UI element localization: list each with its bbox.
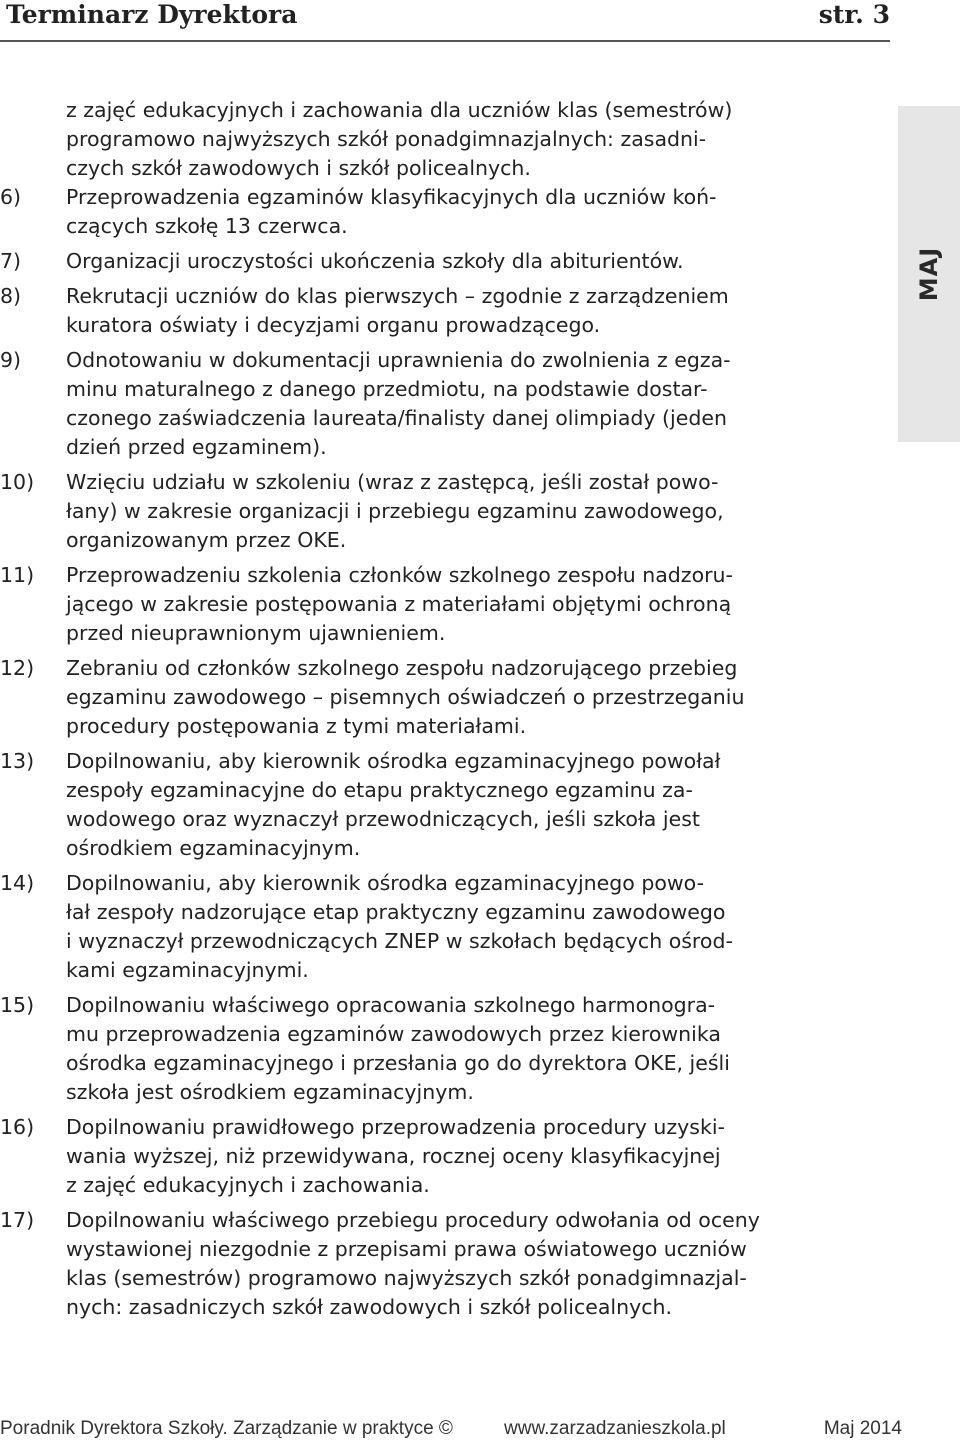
list-item-number: 16) <box>0 1115 35 1139</box>
list-item-number: 15) <box>0 993 35 1017</box>
page-number: str. 3 <box>818 0 890 29</box>
list-item-line: jącego w zakresie postępowania z materiałami objętymi ochroną <box>66 592 732 616</box>
list-item <box>0 282 890 340</box>
list-item <box>0 561 890 648</box>
list-item-line: zespoły egzaminacyjne do etapu praktycznego egzaminu za- <box>66 778 693 802</box>
list-item <box>0 747 890 863</box>
month-tab <box>898 106 960 442</box>
list-item-number: 6) <box>0 185 22 209</box>
list-item-text <box>66 991 890 1107</box>
list-item-line: Wzięciu udziału w szkoleniu (wraz z zastępcą, jeśli został powo- <box>66 470 719 494</box>
list-item-line: wodowego oraz wyznaczył przewodniczących, jeśli szkoła jest <box>66 807 700 831</box>
list-item-line: Organizacji uroczystości ukończenia szkoły dla abiturientów. <box>66 249 684 273</box>
list-item-line: mu przeprowadzenia egzaminów zawodowych przez kierownika <box>66 1022 721 1046</box>
list-item-number: 14) <box>0 871 35 895</box>
list-item-number: 7) <box>0 249 22 273</box>
list-item-line: Dopilnowaniu prawidłowego przeprowadzenia procedury uzyski- <box>66 1115 725 1139</box>
list-item <box>0 1113 890 1200</box>
list-item-number: 13) <box>0 749 35 773</box>
month-tab-label: MAJ <box>915 246 943 302</box>
list-item-line: minu maturalnego z danego przedmiotu, na podstawie dostar- <box>66 377 708 401</box>
list-item-line: czonego zaświadczenia laureata/finalisty danej olimpiady (jeden <box>66 406 727 430</box>
list-item-line: przed nieuprawnionym ujawnieniem. <box>66 621 446 645</box>
intro-line: czych szkół zawodowych i szkół policealnych. <box>66 156 531 180</box>
list-item-line: Rekrutacji uczniów do klas pierwszych – zgodnie z zarządzeniem <box>66 284 729 308</box>
list-item-line: ośrodkiem egzaminacyjnym. <box>66 836 361 860</box>
list-item-text <box>66 247 890 276</box>
list-item-line: wania wyższej, niż przewidywana, rocznej oceny klasyfikacyjnej <box>66 1144 721 1168</box>
list-item-line: egzaminu zawodowego – pisemnych oświadczeń o przestrzeganiu <box>66 685 745 709</box>
list-item-text <box>66 869 890 985</box>
list-item-line: czących szkołę 13 czerwca. <box>66 214 348 238</box>
intro-line: programowo najwyższych szkół ponadgimnazjalnych: zasadni- <box>66 127 707 151</box>
list-item-text <box>66 561 890 648</box>
list-item <box>0 1206 890 1322</box>
list-item <box>0 183 890 241</box>
list-item-number: 11) <box>0 563 35 587</box>
list-item-line: Dopilnowaniu, aby kierownik ośrodka egzaminacyjnego powołał <box>66 749 721 773</box>
list-item-line: klas (semestrów) programowo najwyższych szkół ponadgimnazjal- <box>66 1266 747 1290</box>
list-item <box>0 654 890 741</box>
list-item <box>0 346 890 462</box>
list-item-text <box>66 654 890 741</box>
list-item-line: Dopilnowaniu właściwego opracowania szkolnego harmonogra- <box>66 993 716 1017</box>
list-item-line: Zebraniu od członków szkolnego zespołu nadzorującego przebieg <box>66 656 738 680</box>
list-item-number: 8) <box>0 284 22 308</box>
list-item-line: szkoła jest ośrodkiem egzaminacyjnym. <box>66 1080 474 1104</box>
page-header <box>0 0 890 42</box>
list-item-line: Dopilnowaniu, aby kierownik ośrodka egzaminacyjnego powo- <box>66 871 705 895</box>
list-item-line: Przeprowadzeniu szkolenia członków szkolnego zespołu nadzoru- <box>66 563 733 587</box>
list-item-line: dzień przed egzaminem). <box>66 435 327 459</box>
list-item-line: Przeprowadzenia egzaminów klasyfikacyjnych dla uczniów koń- <box>66 185 717 209</box>
list-item-number: 17) <box>0 1208 35 1232</box>
list-item-line: organizowanym przez OKE. <box>66 528 347 552</box>
list-item-text <box>66 1113 890 1200</box>
list-item <box>0 247 890 276</box>
list-item-line: kuratora oświaty i decyzjami organu prowadzącego. <box>66 313 601 337</box>
list-item-line: łany) w zakresie organizacji i przebiegu egzaminu zawodowego, <box>66 499 724 523</box>
list-item-text <box>66 346 890 462</box>
page-content <box>0 96 890 1328</box>
list-item <box>0 869 890 985</box>
header-divider <box>0 40 890 42</box>
numbered-list <box>0 183 890 1322</box>
list-item-text <box>66 468 890 555</box>
footer-url: www.zarzadzanieszkola.pl <box>504 1418 726 1439</box>
list-item-line: Odnotowaniu w dokumentacji uprawnienia do zwolnienia z egza- <box>66 348 731 372</box>
list-item-line: kami egzaminacyjnymi. <box>66 958 309 982</box>
list-item <box>0 468 890 555</box>
list-item-text <box>66 282 890 340</box>
list-item-number: 9) <box>0 348 22 372</box>
list-item-line: procedury postępowania z tymi materiałami. <box>66 714 527 738</box>
list-item-line: i wyznaczył przewodniczących ZNEP w szkołach będących ośrod- <box>66 929 733 953</box>
page-footer <box>0 1418 960 1446</box>
list-item-line: nych: zasadniczych szkół zawodowych i szkół policealnych. <box>66 1295 673 1319</box>
list-item-number: 10) <box>0 470 35 494</box>
list-item-text <box>66 747 890 863</box>
list-item-line: łał zespoły nadzorujące etap praktyczny egzaminu zawodowego <box>66 900 726 924</box>
list-item-line: ośrodka egzaminacyjnego i przesłania go do dyrektora OKE, jeśli <box>66 1051 730 1075</box>
running-title: Terminarz Dyrektora <box>6 0 298 29</box>
list-item-text <box>66 183 890 241</box>
intro-line: z zajęć edukacyjnych i zachowania dla uczniów klas (semestrów) <box>66 98 733 122</box>
list-item-text <box>66 1206 890 1322</box>
footer-publication: Poradnik Dyrektora Szkoły. Zarządzanie w praktyce © <box>0 1418 453 1439</box>
list-item-line: wystawionej niezgodnie z przepisami prawa oświatowego uczniów <box>66 1237 747 1261</box>
list-item-line: z zajęć edukacyjnych i zachowania. <box>66 1173 430 1197</box>
continued-paragraph <box>0 96 890 183</box>
list-item <box>0 991 890 1107</box>
footer-date: Maj 2014 <box>823 1418 902 1439</box>
list-item-line: Dopilnowaniu właściwego przebiegu procedury odwołania od oceny <box>66 1208 760 1232</box>
list-item-number: 12) <box>0 656 35 680</box>
